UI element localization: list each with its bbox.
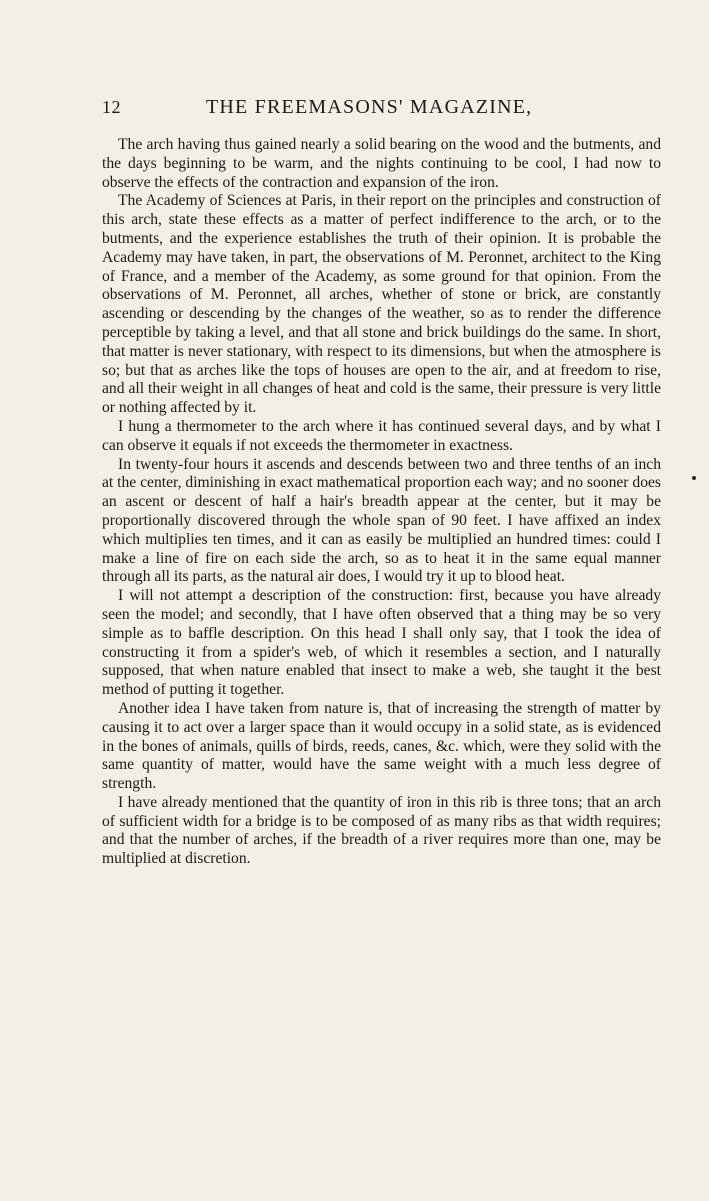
page-number: 12 (102, 97, 121, 117)
page-header (102, 96, 661, 122)
paragraph-nature-strength: Another idea I have taken from nature is, that of increasing the strength of matter by causing it to act over a larger space than it would occupy in a solid state, as is evidenced in the bones of animals, quills of birds, reeds, canes, &c. which, were they solid with the same quantity of matter, would have the same weight with a much less degree of strength. (102, 699, 661, 793)
margin-mark (692, 476, 696, 480)
paragraph-construction: I will not attempt a description of the construction: first, because you have already seen the model; and secondly, that I have often observed that a thing may be so very simple as to baffle description. On this head I shall only say, that I took the idea of constructing it from a spider's web, of which it resembles a section, and I naturally supposed, that when nature enabled that insect to make a web, she taught it the best method of putting it together. (102, 587, 661, 699)
paragraph-academy-report: The Academy of Sciences at Paris, in their report on the principles and construction of this arch, state these effects as a matter of perfect indifference to the arch, or to the butments, and the experience establishes the truth of their opinion. It is probable the Academy may have taken, in part, the observations of M. Peronnet, architect to the King of France, and a member of the Academy, as some ground for that opinion. From the observations of M. Peronnet, all arches, whether of stone or brick, are constantly ascending or descending by the changes of the weather, so as to render the difference perceptible by taking a level, and that all stone and brick buildings do the same. In short, that matter is never stationary, with respect to its dimensions, but when the atmosphere is so; but that as arches like the tops of houses are open to the air, and at freedom to rise, and all their weight in all changes of heat and cold is the same, their pressure is very little or nothing affected by it. (102, 192, 661, 417)
paragraph-contraction-expansion: The arch having thus gained nearly a solid bearing on the wood and the butments, and the days beginning to be warm, and the nights continuing to be cool, I had now to observe the effects of the contraction and expansion of the iron. (102, 136, 661, 191)
paragraph-iron-quantity: I have already mentioned that the quantity of iron in this rib is three tons; that an arch of sufficient width for a bridge is to be composed of as many ribs as that width requires; and that the number of arches, if the breadth of a river requires more than one, may be multiplied at discretion. (102, 793, 661, 868)
paragraph-daily-movement: In twenty-four hours it ascends and descends between two and three tenths of an inch at the center, diminishing in exact mathematical proportion each way; and no sooner does an ascent or descent of half a hair's breadth appear at the center, but it may be proportionally discovered through the whole span of 90 feet. I have affixed an index which multiplies ten times, and it can as easily be multiplied an hundred times: could I make a line of fire on each side the arch, so as to heat it in the same equal manner through all its parts, as the natural air does, I would try it up to blood heat. (102, 455, 661, 586)
paragraph-thermometer: I hung a thermometer to the arch where it has continued several days, and by what I can observe it equals if not exceeds the thermometer in exactness. (102, 417, 661, 454)
article-body (102, 136, 661, 869)
running-title: THE FREEMASONS' MAGAZINE, (206, 96, 533, 118)
